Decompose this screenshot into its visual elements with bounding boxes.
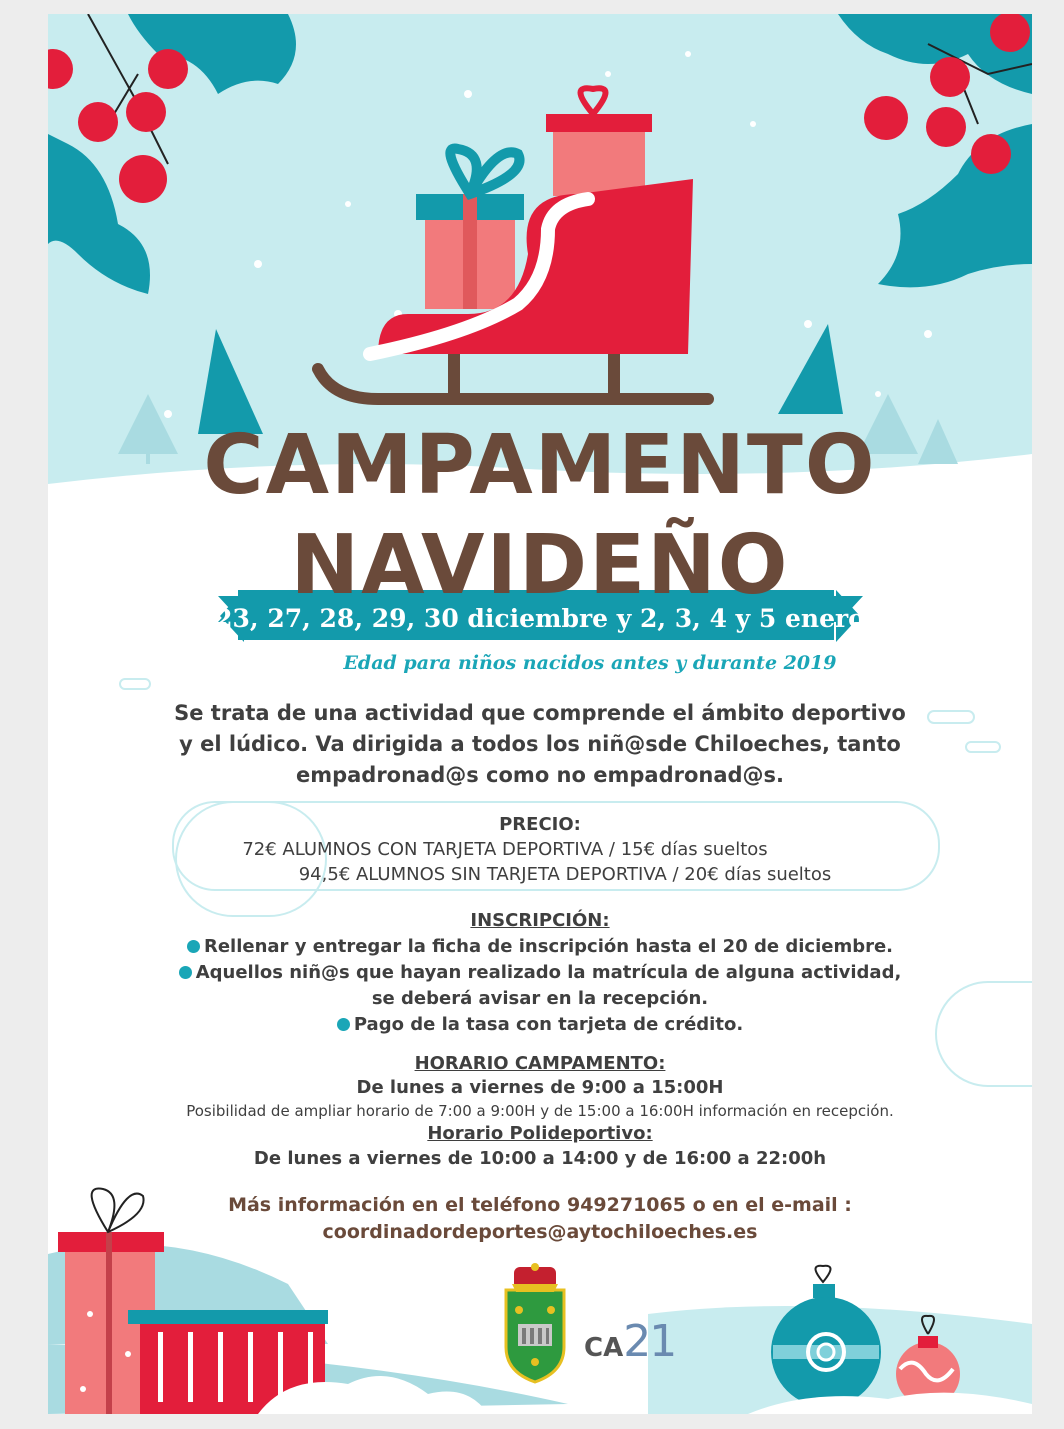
ca21-logo-num: 21 (623, 1316, 676, 1367)
inscription-section (48, 908, 1032, 1038)
bullet-icon (179, 966, 192, 979)
coat-of-arms-logo (506, 1263, 564, 1382)
inscription-item-3-text: Pago de la tasa con tarjeta de crédito. (353, 1014, 744, 1035)
ca21-logo (584, 1316, 675, 1366)
schedule-section (48, 1052, 1032, 1172)
description-line-3: empadronad@s como no empadronad@s. (295, 763, 785, 787)
description-line-1: Se trata de una actividad que comprende el ámbito deportivo (174, 701, 906, 725)
price-line-1: 72€ ALUMNOS CON TARJETA DEPORTIVA / 15€ días sueltos (242, 839, 768, 860)
bullet-icon (337, 1018, 350, 1031)
price-line-2: 94,5€ ALUMNOS SIN TARJETA DEPORTIVA / 20€ días sueltos (298, 864, 832, 885)
title-line-2: NAVIDEÑO (290, 518, 790, 613)
title-line-1: CAMPAMENTO (203, 418, 877, 513)
sports-hours: De lunes a viernes de 10:00 a 14:00 y de 16:00 a 22:00h (253, 1148, 827, 1169)
inscription-item-1 (48, 934, 1032, 960)
price-heading: PRECIO: (499, 814, 581, 835)
sports-heading: Horario Polideportivo: (427, 1123, 653, 1144)
schedule-extended: Posibilidad de ampliar horario de 7:00 a 9:00H y de 15:00 a 16:00H información en recepción. (186, 1102, 894, 1120)
description-line-2: y el lúdico. Va dirigida a todos los niñ@sde Chiloeches, tanto (179, 732, 901, 756)
inscription-item-2-text: Aquellos niñ@s que hayan realizado la matrícula de alguna actividad, (195, 962, 902, 983)
price-section (48, 812, 1032, 887)
schedule-heading: HORARIO CAMPAMENTO: (414, 1053, 666, 1074)
schedule-hours: De lunes a viernes de 9:00 a 15:00H (356, 1077, 724, 1098)
inscription-item-2 (48, 960, 1032, 986)
contact-line-1: Más información en el teléfono 949271065 o en el e-mail : (228, 1194, 852, 1216)
inscription-item-2-cont: se deberá avisar en la recepción. (371, 988, 709, 1009)
contact-section (48, 1192, 1032, 1246)
inscription-item-1-text: Rellenar y entregar la ficha de inscripción hasta el 20 de diciembre. (203, 936, 894, 957)
inscription-item-3 (48, 1012, 1032, 1038)
description (48, 698, 1032, 791)
dates-ribbon: 23, 27, 28, 29, 30 diciembre y 2, 3, 4 y 5 enero (215, 604, 865, 633)
contact-email[interactable]: coordinadordeportes@aytochiloeches.es (322, 1221, 758, 1243)
age-note: Edad para niños nacidos antes y durante 2019 (343, 652, 837, 674)
poster (48, 14, 1032, 1414)
inscription-heading: INSCRIPCIÓN: (470, 910, 610, 931)
ca21-logo-ca: CA (584, 1333, 624, 1363)
bullet-icon (187, 940, 200, 953)
